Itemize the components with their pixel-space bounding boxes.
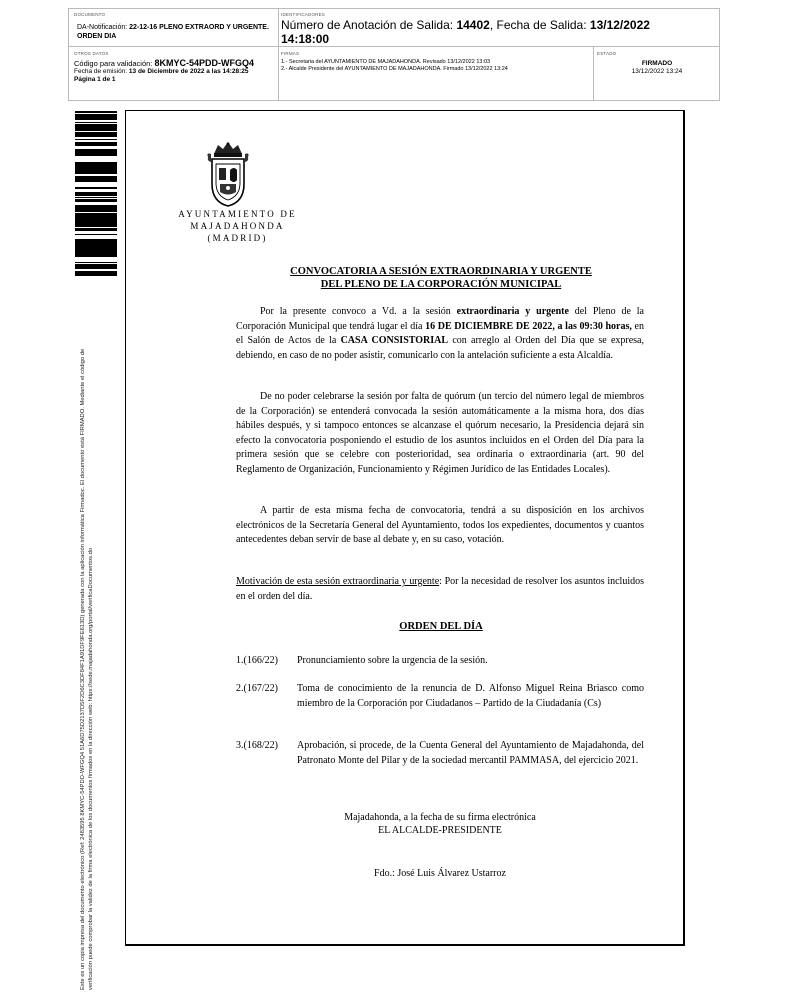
document-title bbox=[236, 265, 646, 291]
letterhead bbox=[170, 208, 305, 244]
orden-item-number: 1.(166/22) bbox=[236, 655, 278, 666]
letterhead-line: MAJADAHONDA bbox=[190, 221, 285, 231]
coat-of-arms-icon bbox=[204, 140, 252, 208]
documento-label: DOCUMENTO bbox=[74, 12, 106, 17]
firmas-cell bbox=[281, 51, 589, 73]
estado-value: FIRMADO bbox=[641, 60, 673, 67]
signature-name: Fdo.: José Luis Álvarez Ustarroz bbox=[374, 868, 506, 879]
firmas-label: FIRMAS bbox=[281, 51, 300, 56]
verification-side-text bbox=[80, 300, 95, 990]
codigo-validacion: Código para validación: 8KMYC-54PDD-WFGQ4 bbox=[74, 58, 254, 68]
paragraph-motivacion: Motivación de esta sesión extraordinaria y urgente: Por la necesidad de resolver los asuntos incluidos en el orden del día. bbox=[236, 576, 644, 602]
side-text-line: Este es un copia impresa del documento electrónico (Ref: 2483595 8KMYC-54PDD-WFGQ4 51A6D75D2137D5F2D6C3DF84F1A91DF9FE613D) generada con la aplicación informática Firmadoc. El documento está FIRMADO. Mediante el código de bbox=[80, 348, 86, 990]
paragraph-convocatoria: Por la presente convoco a Vd. a la sesión extraordinaria y urgente del Pleno de la Corporación Municipal que tendrá lugar el día 16 DE DICIEMBRE DE 2022, a las 09:30 horas, en el Salón de Actos de la CASA CONSISTORIAL con arreglo al Orden del Día que se expresa, debiendo, en caso de no poder asistir, comunicarlo con la antelación suficiente a esta Alcaldía. bbox=[236, 306, 644, 361]
letterhead-line: AYUNTAMIENTO DE bbox=[178, 209, 297, 219]
paragraph-quorum: De no poder celebrarse la sesión por falta de quórum (un tercio del número legal de miembros de la Corporación) se entenderá convocada la sesión automáticamente a la misma hora, dos días hábiles después, y si tampoco entonces se alcanzase el quórum necesario, la Presidencia dejará sin efecto la convocatoria posponiendo el estudio de los asuntos incluidos en el Orden del Día para la primera sesión que se celebre con posterioridad, sea ordinaria o extraordinaria (art. 90 del Reglamento de Organización, Funcionamiento y Régimen Jurídico de las Entidades Locales). bbox=[236, 391, 644, 475]
orden-item-text: Pronunciamiento sobre la urgencia de la sesión. bbox=[297, 655, 488, 666]
otros-datos-label: OTROS DATOS bbox=[74, 51, 109, 56]
orden-item-text: Aprobación, si procede, de la Cuenta General del Ayuntamiento de Majadahonda, del Patronato Monte del Pilar y de la sociedad mercantil PAMMASA, del ejercicio 2021. bbox=[297, 740, 644, 766]
orden-item-number: 3.(168/22) bbox=[236, 740, 278, 751]
estado-fecha: 13/12/2022 13:24 bbox=[631, 68, 683, 75]
documento-value: DA-Notificación: 22-12-16 PLENO EXTRAORD Y URGENTE. ORDEN DIA bbox=[77, 24, 269, 40]
otros-datos-cell bbox=[74, 51, 274, 84]
side-text-line: verificación puede comprobar la validez de la firma electrónica de los documentos firmados en la dirección web: https://sede.majadahonda.org/portal/verificaDocumentos.do bbox=[87, 547, 94, 990]
estado-label: ESTADO bbox=[597, 51, 617, 56]
closing-block bbox=[300, 811, 580, 837]
closing-line: EL ALCALDE-PRESIDENTE bbox=[378, 825, 502, 836]
firma-item: 1.- Secretaria del AYUNTAMIENTO DE MAJADAHONDA. Revisado 13/12/2022 13:03 bbox=[281, 59, 491, 65]
title-line: DEL PLENO DE LA CORPORACIÓN MUNICIPAL bbox=[320, 279, 562, 290]
documento-cell bbox=[74, 12, 274, 41]
title-line: CONVOCATORIA A SESIÓN EXTRAORDINARIA Y URGENTE bbox=[290, 266, 592, 277]
closing-line: Majadahonda, a la fecha de su firma electrónica bbox=[344, 812, 536, 823]
estado-cell bbox=[597, 51, 717, 76]
pagina-indicator: Página 1 de 1 bbox=[74, 76, 116, 83]
signature-header bbox=[68, 8, 720, 101]
orden-item-number: 2.(167/22) bbox=[236, 683, 278, 694]
barcode-image bbox=[75, 110, 117, 276]
firma-item: 2.- Alcalde Presidente del AYUNTAMIENTO DE MAJADAHONDA. Firmado 13/12/2022 13:24 bbox=[281, 66, 508, 72]
letterhead-line: (MADRID) bbox=[207, 233, 268, 243]
fecha-emision: Fecha de emisión: 13 de Diciembre de 2022 a las 14:28:25 bbox=[74, 68, 249, 75]
paragraph-disposicion: A partir de esta misma fecha de convocatoria, tendrá a su disposición en los archivos electrónicos de la Secretaría General del Ayuntamiento, todos los expedientes, documentos y cuantos antecedentes deban servir de base al debate y, en su caso, votación. bbox=[236, 505, 644, 546]
identificadores-cell bbox=[281, 12, 691, 46]
anotacion-salida: Número de Anotación de Salida: 14402, Fecha de Salida: 13/12/2022 14:18:00 bbox=[281, 18, 650, 46]
orden-item-text: Toma de conocimiento de la renuncia de D. Alfonso Miguel Reina Briasco como miembro de la Corporación por Ciudadanos – Partido de la Ciudadanía (Cs) bbox=[297, 683, 644, 709]
orden-del-dia-title: ORDEN DEL DÍA bbox=[399, 621, 483, 632]
identificadores-label: IDENTIFICADORES bbox=[281, 12, 326, 17]
